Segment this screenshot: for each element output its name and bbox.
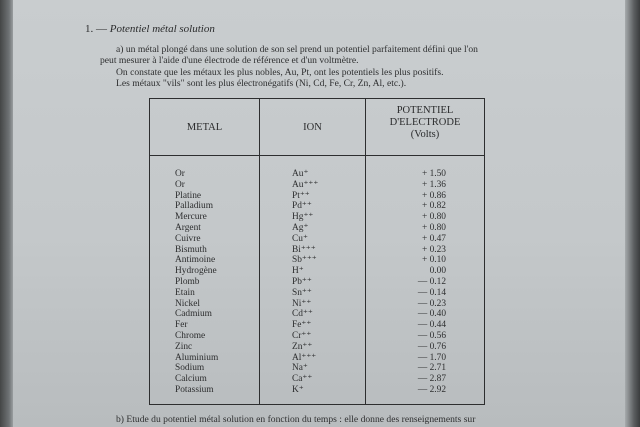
metal-cell: Aluminium [175, 352, 219, 363]
intro-line-3: On constate que les métaux les plus nobles, Au, Pt, ont les potentiels les plus positifs. [116, 67, 444, 78]
potential-cell: + 1.50 [421, 169, 446, 179]
potential-cell: — 2.71 [417, 363, 446, 374]
ion-cell: Pd⁺⁺ [292, 201, 312, 212]
metal-cell: Mercure [175, 212, 207, 223]
ion-cell: K⁺ [292, 384, 304, 395]
metal-cell: Bismuth [175, 244, 207, 255]
ion-cell: Na⁺ [292, 363, 308, 374]
ion-cell: Ag⁺ [292, 222, 309, 233]
header-metal: METAL [186, 122, 223, 133]
intro-line-1: a) un métal plongé dans une solution de son sel prend un potentiel parfaitement défini que l'on [116, 44, 478, 55]
ion-cell: Al⁺⁺⁺ [292, 352, 317, 363]
potential-cell: + 0.23 [421, 244, 446, 255]
header-potential-line-2: D'ELECTRODE [389, 117, 461, 128]
column-divider [365, 99, 366, 404]
footer-line: b) Etude du potentiel métal solution en fonction du temps : elle donne des renseignements sur [116, 414, 476, 425]
intro-line-4: Les métaux "vils" sont les plus électronégatifs (Ni, Cd, Fe, Cr, Zn, Al, etc.). [116, 78, 407, 89]
metal-cell: Hydrogène [175, 266, 217, 277]
metal-cell: Platine [175, 190, 202, 201]
ion-cell: Pt⁺⁺ [292, 190, 310, 201]
ion-cell: Pb⁺⁺ [292, 276, 312, 287]
electrode-potential-table [149, 98, 485, 405]
ion-cell: Au⁺⁺⁺ [292, 179, 319, 190]
ion-cell: Cd⁺⁺ [292, 309, 313, 320]
potential-cell: + 0.47 [421, 233, 446, 244]
ion-cell: Sb⁺⁺⁺ [292, 255, 317, 266]
section-title: Potentiel métal solution [109, 23, 215, 35]
metal-cell: Plomb [175, 276, 200, 287]
ion-cell: Bi⁺⁺⁺ [292, 244, 316, 255]
metal-cell: Sodium [175, 363, 205, 374]
metal-cell: Calcium [175, 374, 207, 385]
ion-cell: H⁺ [292, 266, 304, 277]
potential-cell: — 0.40 [417, 309, 446, 320]
ion-cell: Sn⁺⁺ [292, 287, 312, 298]
section-number: 1. [85, 23, 94, 35]
potential-cell: + 0.86 [421, 190, 446, 201]
book-page [13, 0, 625, 427]
header-potential-line-3: (Volts) [410, 129, 440, 140]
potential-cell: — 0.44 [417, 320, 446, 331]
metal-cell: Zinc [175, 341, 193, 352]
potential-cell: — 0.12 [417, 276, 446, 287]
column-divider [259, 99, 260, 404]
potential-cell: — 0.23 [417, 298, 446, 309]
metal-cell: Nickel [175, 298, 200, 309]
metal-cell: Cuivre [175, 233, 201, 244]
potential-cell: — 0.14 [417, 287, 446, 298]
potential-column [386, 169, 446, 396]
header-ion: ION [303, 122, 322, 133]
potential-cell: 0.00 [429, 266, 446, 277]
metal-cell: Or [175, 169, 185, 179]
potential-cell: + 1.36 [421, 179, 446, 190]
potential-cell: + 0.82 [421, 201, 446, 212]
potential-cell: + 0.80 [421, 222, 446, 233]
ion-cell: Au⁺ [292, 169, 309, 179]
metal-cell: Argent [175, 222, 201, 233]
ion-cell: Ca⁺⁺ [292, 374, 313, 385]
section-dash: — [96, 23, 107, 35]
potential-cell: — 2.92 [417, 384, 446, 395]
metal-cell: Chrome [175, 330, 206, 341]
metal-column [175, 169, 218, 396]
potential-cell: — 2.87 [417, 374, 446, 385]
metal-cell: Fer [175, 320, 188, 331]
potential-cell: + 0.10 [421, 255, 446, 266]
metal-cell: Palladium [175, 201, 214, 212]
metal-cell: Etain [175, 287, 195, 298]
metal-cell: Antimoine [175, 255, 216, 266]
ion-cell: Cr⁺⁺ [292, 330, 312, 341]
potential-cell: — 0.76 [417, 341, 446, 352]
potential-cell: — 0.56 [417, 330, 446, 341]
potential-cell: — 1.70 [417, 352, 446, 363]
ion-cell: Fe⁺⁺ [292, 320, 312, 331]
intro-line-2: peut mesurer à l'aide d'une électrode de référence et d'un voltmètre. [100, 55, 359, 66]
potential-cell: + 0.80 [421, 212, 446, 223]
header-divider [150, 155, 484, 156]
metal-cell: Cadmium [175, 309, 212, 320]
section-heading [85, 23, 215, 35]
metal-cell: Potassium [175, 384, 214, 395]
header-potential [366, 105, 484, 141]
ion-cell: Zn⁺⁺ [292, 341, 313, 352]
ion-cell: Cu⁺ [292, 233, 308, 244]
ion-cell: Hg⁺⁺ [292, 212, 314, 223]
header-potential-line-1: POTENTIEL [396, 105, 454, 116]
metal-cell: Or [175, 179, 185, 190]
ion-column [292, 169, 318, 396]
book-binding [0, 0, 13, 427]
page-edge [625, 0, 640, 427]
ion-cell: Ni⁺⁺ [292, 298, 312, 309]
